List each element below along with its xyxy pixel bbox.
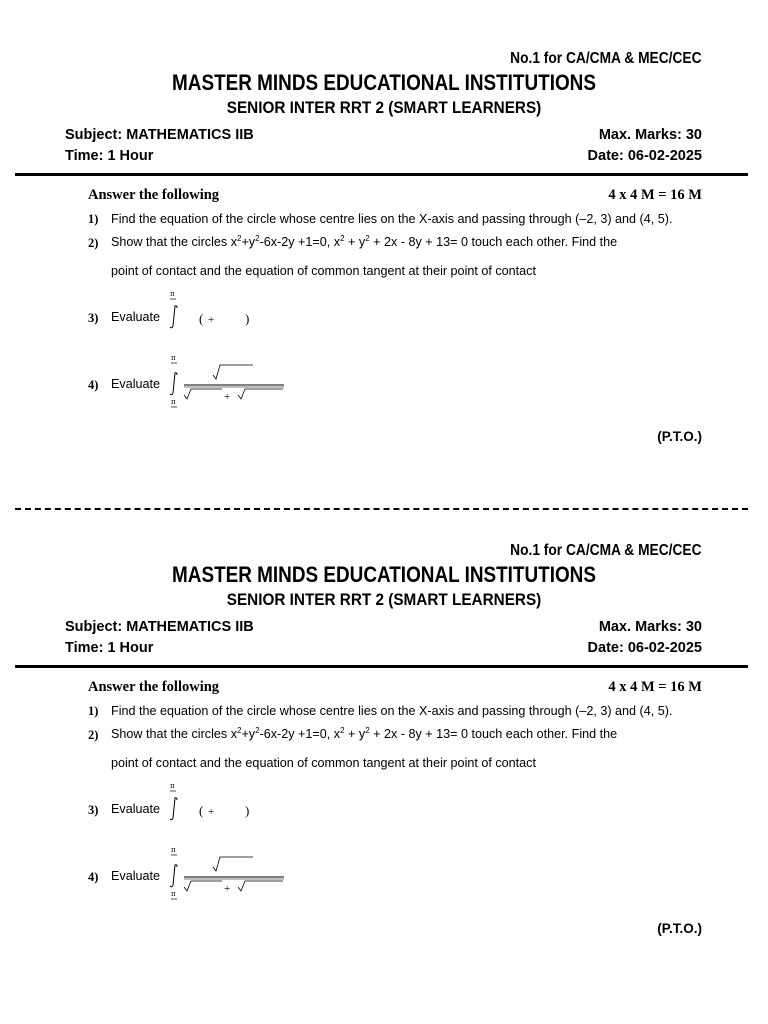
question-text: Evaluate	[111, 802, 161, 816]
header-rule	[15, 173, 748, 176]
subject-label: Subject: MATHEMATICS IIB	[65, 619, 254, 635]
limit-top: π	[170, 782, 175, 790]
subject-label: Subject: MATHEMATICS IIB	[65, 127, 254, 143]
pto-label: (P.T.O.)	[657, 429, 702, 444]
question-paper-copy-1	[0, 0, 768, 492]
question-number: 2)	[88, 728, 99, 742]
question-text: Evaluate	[111, 869, 161, 883]
svg-text:(: (	[199, 803, 204, 818]
integral-expression	[166, 288, 266, 333]
instruction: Answer the following	[88, 187, 220, 203]
question-text: Find the equation of the circle whose centre lies on the X-axis and passing through (–2, 3) and (4, 5).	[111, 212, 673, 226]
marks-scheme: 4 x 4 M = 16 M	[608, 679, 702, 695]
institution-name: MASTER MINDS EDUCATIONAL INSTITUTIONS	[172, 562, 596, 587]
time-label: Time: 1 Hour	[65, 640, 154, 656]
question-text: Evaluate	[111, 377, 161, 391]
time-label: Time: 1 Hour	[65, 148, 154, 164]
tagline: No.1 for CA/CMA & MEC/CEC	[510, 50, 702, 67]
question-number: 3)	[88, 803, 99, 817]
question-paper-copy-2	[0, 492, 768, 984]
fraction-integral-expression	[166, 844, 291, 904]
question-text: Show that the circles $x^2+y^2-6x-2y +1=0$, $x^2 + y^2 + 2x - 8y + 13= 0$ touch each other. Find the	[111, 233, 618, 249]
svg-text:): )	[245, 803, 250, 818]
question-number: 3)	[88, 311, 99, 325]
marks-scheme: 4 x 4 M = 16 M	[608, 187, 702, 203]
question-number: 1)	[88, 212, 99, 226]
svg-text:+: +	[224, 883, 231, 895]
question-number: 4)	[88, 378, 99, 392]
question-text: Show that the circles $x^2+y^2-6x-2y +1=0$, $x^2 + y^2 + 2x - 8y + 13= 0$ touch each other. Find the	[111, 725, 618, 741]
question-number: 2)	[88, 236, 99, 250]
svg-text:+: +	[208, 806, 215, 818]
institution-name: MASTER MINDS EDUCATIONAL INSTITUTIONS	[172, 70, 596, 95]
question-text-continued: point of contact and the equation of common tangent at their point of contact	[111, 264, 536, 278]
max-marks-label: Max. Marks: 30	[598, 619, 702, 635]
svg-text:+: +	[224, 391, 231, 403]
question-text: Evaluate	[111, 310, 161, 324]
date-label: Date: 06-02-2025	[587, 148, 702, 164]
max-marks-label: Max. Marks: 30	[598, 127, 702, 143]
limit-top: π	[170, 290, 175, 298]
limit-top: π	[171, 354, 176, 362]
fraction-integral-expression	[166, 352, 291, 412]
date-label: Date: 06-02-2025	[587, 640, 702, 656]
exam-subtitle: SENIOR INTER RRT 2 (SMART LEARNERS)	[226, 98, 542, 117]
limit-top: π	[171, 846, 176, 854]
tagline: No.1 for CA/CMA & MEC/CEC	[510, 542, 702, 559]
question-number: 1)	[88, 704, 99, 718]
svg-text:+: +	[208, 314, 215, 326]
svg-text:): )	[245, 311, 250, 326]
question-text: Find the equation of the circle whose centre lies on the X-axis and passing through (–2, 3) and (4, 5).	[111, 704, 673, 718]
header-rule	[15, 665, 748, 668]
exam-subtitle: SENIOR INTER RRT 2 (SMART LEARNERS)	[226, 590, 542, 609]
pto-label: (P.T.O.)	[657, 921, 702, 936]
question-number: 4)	[88, 870, 99, 884]
question-text-continued: point of contact and the equation of common tangent at their point of contact	[111, 756, 536, 770]
limit-bottom: π	[171, 398, 176, 406]
instruction: Answer the following	[88, 679, 220, 695]
svg-text:(: (	[199, 311, 204, 326]
integral-expression	[166, 780, 266, 825]
limit-bottom: π	[171, 890, 176, 898]
